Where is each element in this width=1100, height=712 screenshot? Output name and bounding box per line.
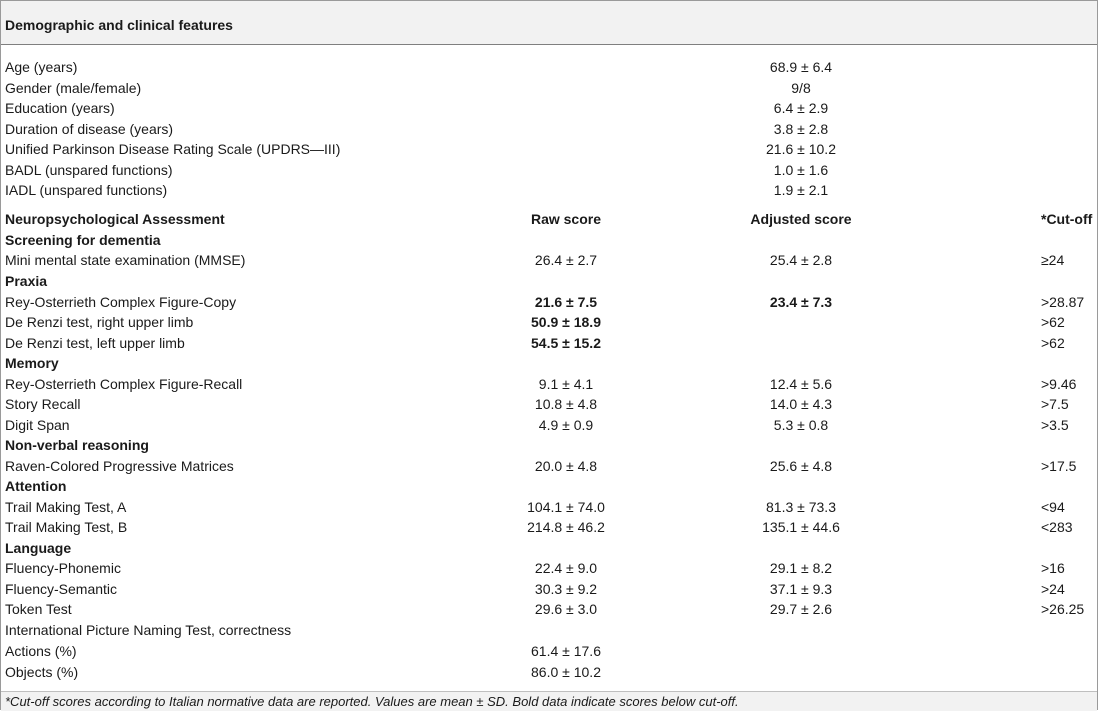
row-label: BADL (unspared functions) <box>5 161 173 178</box>
row-value: 21.6 ± 10.2 <box>766 141 836 157</box>
cutoff-value: >3.5 <box>1041 416 1069 433</box>
cutoff-value: >62 <box>1041 334 1065 351</box>
row-label: Age (years) <box>5 59 78 75</box>
adjusted-score: 81.3 ± 73.3 <box>766 498 836 515</box>
test-label: Fluency-Semantic <box>5 580 118 597</box>
table-row <box>1 98 1097 119</box>
raw-score: 9.1 ± 4.1 <box>538 375 594 392</box>
test-label: Token Test <box>5 601 72 617</box>
row-value: 3.8 ± 2.8 <box>773 120 829 137</box>
table-row <box>1 250 1097 271</box>
cutoff-value: <94 <box>1041 498 1065 515</box>
row-value: 9/8 <box>791 79 811 96</box>
table-row <box>1 394 1097 415</box>
table-row <box>1 374 1097 395</box>
test-label: Fluency-Phonemic <box>5 560 121 576</box>
table-row <box>1 456 1097 477</box>
table-row <box>1 641 1097 662</box>
test-label: Objects (%) <box>5 663 79 680</box>
table-row <box>1 160 1097 181</box>
adjusted-score: 29.1 ± 8.2 <box>769 560 833 576</box>
section-heading <box>1 435 1097 456</box>
raw-score: 22.4 ± 9.0 <box>534 560 598 576</box>
test-label: De Renzi test, right upper limb <box>5 314 194 330</box>
table-row <box>1 620 1097 641</box>
section-title-memory: Memory <box>5 355 59 371</box>
test-label: Digit Span <box>5 416 70 433</box>
test-label: Actions (%) <box>5 643 77 659</box>
table-row <box>1 312 1097 333</box>
section-heading <box>1 230 1097 251</box>
section-title-screening: Screening for dementia <box>5 231 161 248</box>
row-value: 1.9 ± 2.1 <box>773 182 829 198</box>
adjusted-score: 23.4 ± 7.3 <box>769 293 833 310</box>
adjusted-score: 14.0 ± 4.3 <box>769 396 833 412</box>
neuro-header-label: Neuropsychological Assessment <box>5 211 225 227</box>
row-label: Duration of disease (years) <box>5 120 174 137</box>
raw-score: 50.9 ± 18.9 <box>531 314 601 330</box>
table-title: Demographic and clinical features <box>5 17 233 33</box>
row-label: Gender (male/female) <box>5 79 142 96</box>
adjusted-score: 135.1 ± 44.6 <box>762 519 840 535</box>
test-label: Trail Making Test, A <box>5 498 127 515</box>
cutoff-value: ≥24 <box>1041 252 1065 268</box>
section-title-attention: Attention <box>5 478 67 494</box>
adjusted-score: 12.4 ± 5.6 <box>769 375 833 392</box>
section-heading <box>1 353 1097 374</box>
raw-score: 214.8 ± 46.2 <box>527 519 605 535</box>
cutoff-value: >17.5 <box>1041 457 1077 474</box>
test-label: Rey-Osterrieth Complex Figure-Recall <box>5 375 243 392</box>
adjusted-score-header: Adjusted score <box>750 211 852 227</box>
neuro-header-row <box>1 209 1097 230</box>
table-row <box>1 579 1097 600</box>
raw-score: 21.6 ± 7.5 <box>534 293 598 310</box>
section-title-reasoning: Non-verbal reasoning <box>5 437 149 453</box>
adjusted-score: 29.7 ± 2.6 <box>769 601 833 617</box>
table-row <box>1 662 1097 683</box>
raw-score-header: Raw score <box>530 211 602 227</box>
test-label: Trail Making Test, B <box>5 519 128 535</box>
section-title-praxia: Praxia <box>5 273 48 289</box>
table-row <box>1 517 1097 538</box>
adjusted-score: 5.3 ± 0.8 <box>773 416 829 433</box>
test-label: Raven-Colored Progressive Matrices <box>5 457 234 474</box>
test-label: Mini mental state examination (MMSE) <box>5 252 246 268</box>
raw-score: 29.6 ± 3.0 <box>534 601 598 617</box>
table-row <box>1 415 1097 436</box>
table-row <box>1 292 1097 313</box>
test-label: Rey-Osterrieth Complex Figure-Copy <box>5 293 237 310</box>
raw-score: 104.1 ± 74.0 <box>527 498 605 515</box>
cutoff-value: >62 <box>1041 314 1065 330</box>
table-header-band <box>1 1 1097 45</box>
table-footnote-band <box>1 691 1097 711</box>
cutoff-value: <283 <box>1041 519 1073 535</box>
section-heading <box>1 538 1097 559</box>
raw-score: 10.8 ± 4.8 <box>534 396 598 412</box>
raw-score: 86.0 ± 10.2 <box>531 663 601 680</box>
cutoff-value: >16 <box>1041 560 1065 576</box>
cutoff-value: >7.5 <box>1041 396 1069 412</box>
section-heading <box>1 271 1097 292</box>
raw-score: 26.4 ± 2.7 <box>534 252 598 268</box>
cutoff-header: *Cut-off <box>1041 211 1093 227</box>
table-row <box>1 599 1097 620</box>
cutoff-value: >26.25 <box>1041 601 1085 617</box>
table-row <box>1 180 1097 201</box>
raw-score: 20.0 ± 4.8 <box>534 457 598 474</box>
adjusted-score: 25.6 ± 4.8 <box>769 457 833 474</box>
table-footnote: *Cut-off scores according to Italian normative data are reported. Values are mean ± SD. Bold data indicate scores below cut-off. <box>5 694 739 709</box>
cutoff-value: >9.46 <box>1041 375 1077 392</box>
adjusted-score: 25.4 ± 2.8 <box>769 252 833 268</box>
table-row <box>1 558 1097 579</box>
table-row <box>1 139 1097 160</box>
test-label: Story Recall <box>5 396 81 412</box>
section-title-language: Language <box>5 540 72 556</box>
adjusted-score: 37.1 ± 9.3 <box>769 580 833 597</box>
raw-score: 61.4 ± 17.6 <box>531 643 601 659</box>
row-label: IADL (unspared functions) <box>5 182 168 198</box>
test-label: De Renzi test, left upper limb <box>5 334 185 351</box>
row-label: Education (years) <box>5 100 115 116</box>
raw-score: 54.5 ± 15.2 <box>531 334 601 351</box>
table-row <box>1 333 1097 354</box>
row-label: Unified Parkinson Disease Rating Scale (UPDRS—III) <box>5 141 341 157</box>
cutoff-value: >24 <box>1041 580 1065 597</box>
row-value: 1.0 ± 1.6 <box>773 161 829 178</box>
table-row <box>1 497 1097 518</box>
row-value: 68.9 ± 6.4 <box>769 59 833 75</box>
test-label: International Picture Naming Test, correctness <box>5 622 292 638</box>
table-row <box>1 57 1097 78</box>
raw-score: 30.3 ± 9.2 <box>534 580 598 597</box>
row-value: 6.4 ± 2.9 <box>773 100 829 116</box>
raw-score: 4.9 ± 0.9 <box>538 416 594 433</box>
table-row <box>1 119 1097 140</box>
cutoff-value: >28.87 <box>1041 293 1085 310</box>
section-heading <box>1 476 1097 497</box>
table-row <box>1 78 1097 99</box>
